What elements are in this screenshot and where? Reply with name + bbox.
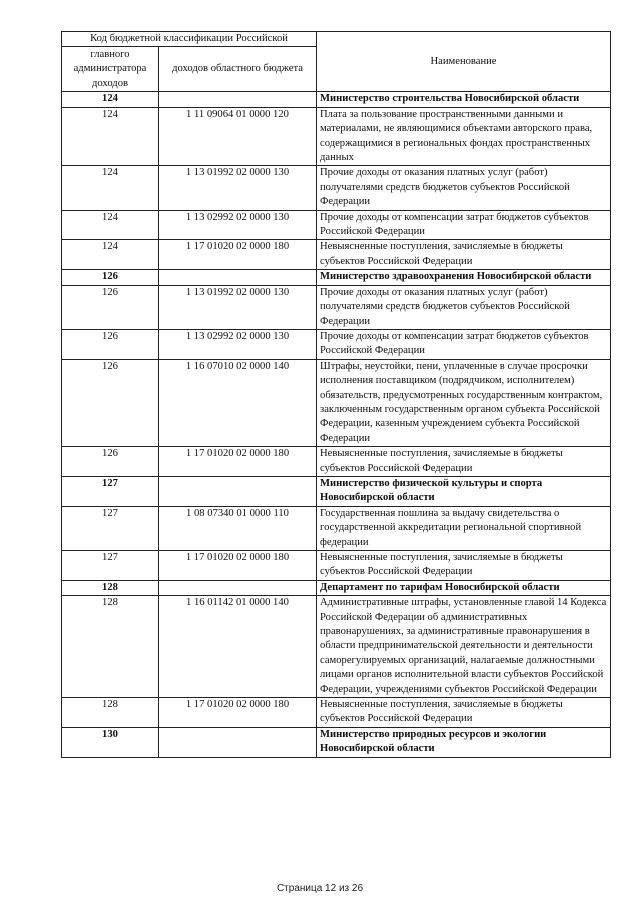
admin-code-cell: 126 — [62, 329, 159, 359]
name-cell: Министерство природных ресурсов и экологии Новосибирской области — [317, 727, 611, 757]
admin-code-cell: 127 — [62, 506, 159, 550]
income-code-cell: 1 17 01020 02 0000 180 — [159, 447, 317, 477]
income-code-cell: 1 17 01020 02 0000 180 — [159, 551, 317, 581]
administrator-row — [62, 92, 611, 107]
table-row — [62, 240, 611, 270]
budget-classification-table — [61, 31, 611, 758]
admin-code-cell: 124 — [62, 92, 159, 107]
name-cell: Штрафы, неустойки, пени, уплаченные в случае просрочки исполнения поставщиком (подрядчиком, исполнителем) обязательств, предусмотренных государственным контрактом, заключенным государственным органом субъекта Российской Федерации, казенным учреждением субъекта Российской Федерации — [317, 359, 611, 446]
table-row — [62, 447, 611, 477]
admin-code-cell: 124 — [62, 210, 159, 240]
table-row — [62, 329, 611, 359]
name-cell: Прочие доходы от компенсации затрат бюджетов субъектов Российской Федерации — [317, 210, 611, 240]
table-row — [62, 506, 611, 550]
name-cell: Невыясненные поступления, зачисляемые в бюджеты субъектов Российской Федерации — [317, 447, 611, 477]
table-row — [62, 285, 611, 329]
income-code-cell: 1 08 07340 01 0000 110 — [159, 506, 317, 550]
table-row — [62, 551, 611, 581]
administrator-row — [62, 476, 611, 506]
administrator-row — [62, 580, 611, 595]
name-cell: Прочие доходы от оказания платных услуг (работ) получателями средств бюджетов субъектов Российской Федерации — [317, 166, 611, 210]
header-name: Наименование — [317, 32, 611, 92]
admin-code-cell: 124 — [62, 240, 159, 270]
admin-code-cell: 126 — [62, 447, 159, 477]
name-cell: Министерство физической культуры и спорта Новосибирской области — [317, 476, 611, 506]
name-cell: Прочие доходы от оказания платных услуг (работ) получателями средств бюджетов субъектов Российской Федерации — [317, 285, 611, 329]
header-admin: главного администратора доходов — [62, 47, 159, 92]
name-cell: Административные штрафы, установленные главой 14 Кодекса Российской Федерации об административных правонарушениях, за административные правонарушения в области предпринимательской деятельности и деятельности саморегулируемых организаций, налагаемые должностными лицами органов исполнительной власти субъектов Российской Федерации, учреждениями субъектов Российской Федерации — [317, 596, 611, 698]
table-row — [62, 359, 611, 446]
income-code-cell — [159, 92, 317, 107]
admin-code-cell: 128 — [62, 596, 159, 698]
income-code-cell: 1 13 01992 02 0000 130 — [159, 166, 317, 210]
table-row — [62, 166, 611, 210]
name-cell: Государственная пошлина за выдачу свидетельства о государственной аккредитации региональной спортивной федерации — [317, 506, 611, 550]
table-row — [62, 210, 611, 240]
income-code-cell: 1 16 07010 02 0000 140 — [159, 359, 317, 446]
income-code-cell: 1 13 02992 02 0000 130 — [159, 329, 317, 359]
admin-code-cell: 128 — [62, 580, 159, 595]
admin-code-cell: 126 — [62, 359, 159, 446]
name-cell: Плата за пользование пространственными данными и материалами, не являющимися объектами авторского права, содержащимися в региональных фондах пространственных данных — [317, 107, 611, 166]
table-row — [62, 698, 611, 728]
income-code-cell: 1 17 01020 02 0000 180 — [159, 240, 317, 270]
name-cell: Прочие доходы от компенсации затрат бюджетов субъектов Российской Федерации — [317, 329, 611, 359]
table-row — [62, 107, 611, 166]
income-code-cell: 1 11 09064 01 0000 120 — [159, 107, 317, 166]
administrator-row — [62, 727, 611, 757]
administrator-row — [62, 270, 611, 285]
table-row — [62, 596, 611, 698]
name-cell: Невыясненные поступления, зачисляемые в бюджеты субъектов Российской Федерации — [317, 698, 611, 728]
name-cell: Невыясненные поступления, зачисляемые в бюджеты субъектов Российской Федерации — [317, 240, 611, 270]
header-group-title: Код бюджетной классификации Российской — [62, 32, 317, 47]
table-header — [62, 32, 611, 92]
admin-code-cell: 127 — [62, 551, 159, 581]
admin-code-cell: 128 — [62, 698, 159, 728]
income-code-cell: 1 16 01142 01 0000 140 — [159, 596, 317, 698]
admin-code-cell: 127 — [62, 476, 159, 506]
name-cell: Департамент по тарифам Новосибирской области — [317, 580, 611, 595]
admin-code-cell: 124 — [62, 166, 159, 210]
admin-code-cell: 126 — [62, 270, 159, 285]
income-code-cell: 1 13 01992 02 0000 130 — [159, 285, 317, 329]
admin-code-cell: 130 — [62, 727, 159, 757]
admin-code-cell: 126 — [62, 285, 159, 329]
name-cell: Невыясненные поступления, зачисляемые в бюджеты субъектов Российской Федерации — [317, 551, 611, 581]
name-cell: Министерство строительства Новосибирской области — [317, 92, 611, 107]
income-code-cell — [159, 580, 317, 595]
table-body — [62, 92, 611, 757]
income-code-cell: 1 17 01020 02 0000 180 — [159, 698, 317, 728]
header-income-code: доходов областного бюджета — [159, 47, 317, 92]
income-code-cell: 1 13 02992 02 0000 130 — [159, 210, 317, 240]
income-code-cell — [159, 270, 317, 285]
admin-code-cell: 124 — [62, 107, 159, 166]
name-cell: Министерство здравоохранения Новосибирской области — [317, 270, 611, 285]
income-code-cell — [159, 476, 317, 506]
income-code-cell — [159, 727, 317, 757]
page-number: Страница 12 из 26 — [276, 883, 364, 894]
